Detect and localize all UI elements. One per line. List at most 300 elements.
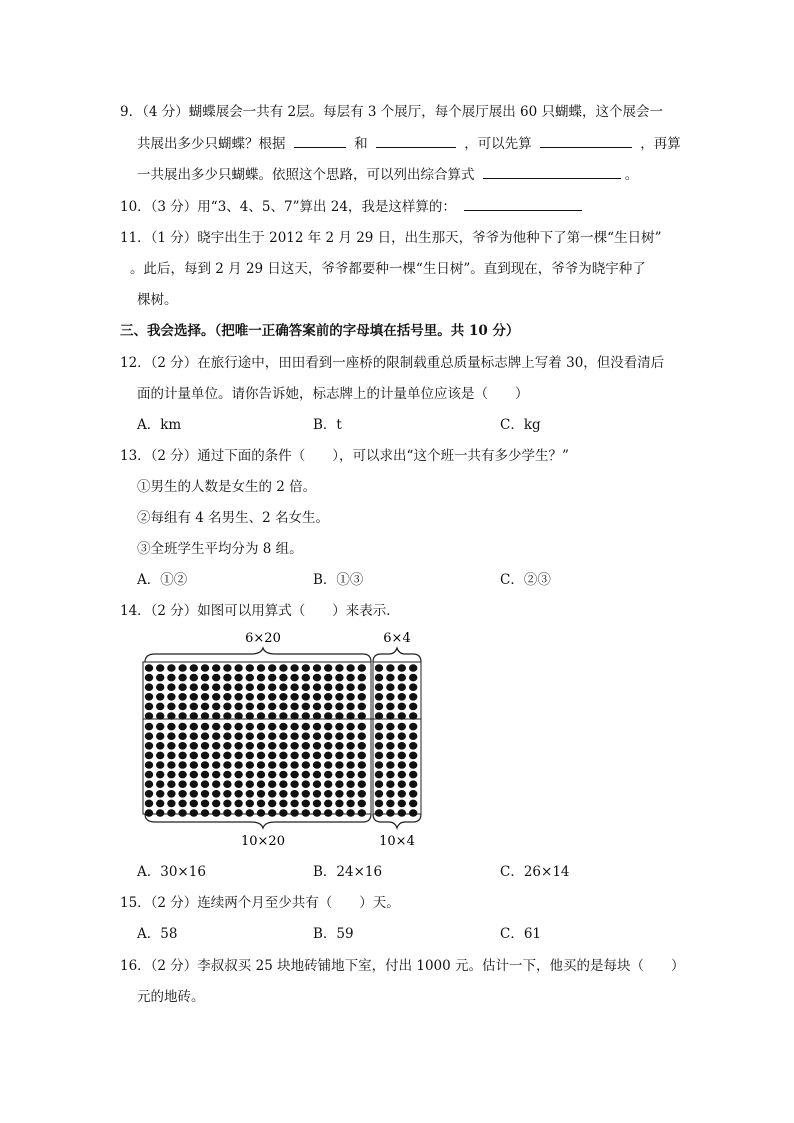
dot xyxy=(201,761,209,769)
dot xyxy=(246,771,254,779)
dot xyxy=(324,674,332,682)
dot xyxy=(178,800,186,808)
q9-text-c: ，可以先算 xyxy=(464,136,532,152)
q9-line1: 9．（4 分）蝴蝶展会一共有 2层。每层有 3 个展厅，每个展厅展出 60 只蝴蝶，这个展会一 xyxy=(120,104,664,120)
dot xyxy=(313,683,321,691)
dot xyxy=(156,712,164,720)
dot xyxy=(223,712,231,720)
dot xyxy=(398,693,406,701)
label-bottom-left: 10×20 xyxy=(241,834,285,849)
q11-line2: 。此后，每到 2 月 29 日这天，爷爷都要种一棵“生日树”。直到现在，爷爷为晓宇种了 xyxy=(130,261,646,277)
q13-condition-2: ②每组有 4 名男生、2 名女生。 xyxy=(137,510,330,526)
dot xyxy=(201,752,209,760)
dot xyxy=(290,664,298,672)
q12-option-c[interactable]: C．kg xyxy=(500,417,541,433)
dot xyxy=(167,674,175,682)
dot xyxy=(190,780,198,788)
label-top-right: 6×4 xyxy=(383,631,411,646)
dot xyxy=(290,771,298,779)
dot xyxy=(279,809,287,817)
dot xyxy=(268,780,276,788)
q14-option-a[interactable]: A．30×16 xyxy=(137,864,206,880)
dot xyxy=(335,723,343,731)
dot xyxy=(346,664,354,672)
dot xyxy=(409,790,417,798)
dot xyxy=(335,752,343,760)
dot xyxy=(386,761,394,769)
dot xyxy=(279,674,287,682)
dot xyxy=(246,674,254,682)
dot xyxy=(178,703,186,711)
dot xyxy=(257,809,265,817)
dot xyxy=(409,693,417,701)
dot xyxy=(257,752,265,760)
dot xyxy=(346,674,354,682)
dot xyxy=(279,693,287,701)
q15-option-c[interactable]: C．61 xyxy=(500,926,542,942)
dot xyxy=(145,723,153,731)
dot xyxy=(375,693,383,701)
dot xyxy=(234,723,242,731)
dot xyxy=(324,723,332,731)
dot xyxy=(398,752,406,760)
dot-array-svg xyxy=(137,628,427,854)
dot xyxy=(145,693,153,701)
dot xyxy=(234,771,242,779)
dot xyxy=(178,780,186,788)
dot xyxy=(178,732,186,740)
dot xyxy=(375,703,383,711)
dot xyxy=(268,790,276,798)
dot xyxy=(324,761,332,769)
dot xyxy=(398,664,406,672)
dot xyxy=(375,674,383,682)
dot xyxy=(302,664,310,672)
q9-line2 xyxy=(137,133,681,154)
dot xyxy=(201,723,209,731)
dot xyxy=(290,712,298,720)
dot xyxy=(386,790,394,798)
dot xyxy=(212,809,220,817)
dot xyxy=(257,712,265,720)
dot xyxy=(156,693,164,701)
dot xyxy=(279,752,287,760)
dot xyxy=(375,771,383,779)
dot xyxy=(268,674,276,682)
dot xyxy=(268,723,276,731)
dot xyxy=(302,809,310,817)
dot xyxy=(335,771,343,779)
dot xyxy=(302,723,310,731)
dot xyxy=(279,712,287,720)
dot xyxy=(212,780,220,788)
q15-option-b[interactable]: B．59 xyxy=(313,926,354,942)
q16-line1: 16．（2 分）李叔叔买 25 块地砖铺地下室，付出 1000 元。估计一下，他买的是每块（ ） xyxy=(120,958,685,974)
dot xyxy=(302,693,310,701)
dot xyxy=(201,780,209,788)
dot xyxy=(313,780,321,788)
dot xyxy=(335,664,343,672)
dot xyxy=(313,703,321,711)
dot xyxy=(145,703,153,711)
dot xyxy=(335,800,343,808)
dot xyxy=(145,761,153,769)
dot xyxy=(346,771,354,779)
dot xyxy=(223,752,231,760)
dot xyxy=(346,723,354,731)
dot xyxy=(223,664,231,672)
q13-option-c[interactable]: C．②③ xyxy=(500,572,551,588)
q9-text-b: 和 xyxy=(354,136,368,152)
dot xyxy=(178,683,186,691)
dot xyxy=(324,712,332,720)
dot xyxy=(375,723,383,731)
dot xyxy=(375,800,383,808)
q10-blank[interactable] xyxy=(464,196,582,211)
dot xyxy=(246,712,254,720)
dot xyxy=(234,703,242,711)
dot xyxy=(346,683,354,691)
dot xyxy=(375,761,383,769)
dot xyxy=(257,742,265,750)
dot xyxy=(324,703,332,711)
dot xyxy=(145,752,153,760)
dot xyxy=(313,809,321,817)
dot xyxy=(409,761,417,769)
dot xyxy=(246,723,254,731)
label-top-left: 6×20 xyxy=(245,631,281,646)
dot xyxy=(324,693,332,701)
dot xyxy=(324,800,332,808)
dot xyxy=(156,742,164,750)
dot xyxy=(268,800,276,808)
dot xyxy=(223,693,231,701)
dot xyxy=(223,771,231,779)
dot xyxy=(178,771,186,779)
dot xyxy=(335,693,343,701)
q9-blank-3[interactable] xyxy=(540,133,632,148)
dot xyxy=(156,790,164,798)
dot xyxy=(223,780,231,788)
dot xyxy=(257,780,265,788)
dot xyxy=(375,664,383,672)
dot xyxy=(223,800,231,808)
dot xyxy=(234,712,242,720)
dot xyxy=(409,809,417,817)
q12-option-b[interactable]: B．t xyxy=(313,417,342,433)
dot xyxy=(386,771,394,779)
dot xyxy=(398,742,406,750)
q10-text: 10．（3 分）用“3、4、5、7”算出 24，我是这样算的： xyxy=(120,199,456,215)
dot xyxy=(313,723,321,731)
dot xyxy=(324,780,332,788)
dot xyxy=(234,752,242,760)
dot xyxy=(346,712,354,720)
dot xyxy=(212,674,220,682)
dot xyxy=(386,752,394,760)
dot xyxy=(335,703,343,711)
dot xyxy=(375,752,383,760)
dot xyxy=(246,732,254,740)
dot xyxy=(358,771,366,779)
dot xyxy=(409,674,417,682)
dot xyxy=(257,674,265,682)
dot xyxy=(268,752,276,760)
q13-condition-3: ③全班学生平均分为 8 组。 xyxy=(137,541,303,557)
dot xyxy=(302,712,310,720)
dot xyxy=(386,809,394,817)
dot xyxy=(290,732,298,740)
dot xyxy=(335,683,343,691)
dot xyxy=(346,703,354,711)
dot xyxy=(234,693,242,701)
dot xyxy=(358,712,366,720)
dot xyxy=(346,752,354,760)
dot xyxy=(290,761,298,769)
q9-text-e: 一共展出多少只蝴蝶。依照这个思路，可以列出综合算式 xyxy=(137,167,475,183)
dot-grid xyxy=(145,664,418,817)
q9-text-f: 。 xyxy=(624,167,639,183)
dot xyxy=(190,703,198,711)
dot xyxy=(201,790,209,798)
dot xyxy=(178,674,186,682)
dot xyxy=(290,683,298,691)
dot xyxy=(279,771,287,779)
dot xyxy=(167,800,175,808)
dot xyxy=(167,732,175,740)
dot xyxy=(223,742,231,750)
dot xyxy=(167,790,175,798)
dot xyxy=(212,712,220,720)
dot xyxy=(279,732,287,740)
dot xyxy=(223,703,231,711)
dot xyxy=(156,683,164,691)
q12-line2: 面的计量单位。请你告诉她，标志牌上的计量单位应该是（ ） xyxy=(137,386,529,402)
dot xyxy=(190,664,198,672)
dot xyxy=(346,732,354,740)
dot xyxy=(178,693,186,701)
dot xyxy=(178,752,186,760)
dot xyxy=(190,693,198,701)
dot xyxy=(234,674,242,682)
label-bottom-right: 10×4 xyxy=(379,834,415,849)
dot xyxy=(398,703,406,711)
dot xyxy=(375,712,383,720)
q13-line1: 13．（2 分）通过下面的条件（ ），可以求出“这个班一共有多少学生？” xyxy=(120,448,569,464)
dot xyxy=(398,683,406,691)
dot xyxy=(290,703,298,711)
dot xyxy=(257,771,265,779)
dot xyxy=(201,732,209,740)
dot xyxy=(290,723,298,731)
dot xyxy=(398,790,406,798)
dot xyxy=(398,780,406,788)
dot xyxy=(358,683,366,691)
brace-top-right xyxy=(373,648,421,662)
dot xyxy=(386,780,394,788)
dot xyxy=(167,742,175,750)
dot xyxy=(234,732,242,740)
q16-line2: 元的地砖。 xyxy=(137,989,205,1005)
dot xyxy=(335,732,343,740)
dot xyxy=(145,732,153,740)
dot xyxy=(190,790,198,798)
dot xyxy=(167,809,175,817)
dot xyxy=(268,809,276,817)
dot xyxy=(145,771,153,779)
dot xyxy=(302,732,310,740)
dot xyxy=(190,742,198,750)
dot xyxy=(201,771,209,779)
q14-option-c[interactable]: C．26×14 xyxy=(500,864,570,880)
dot xyxy=(223,761,231,769)
dot xyxy=(279,703,287,711)
dot xyxy=(335,780,343,788)
dot xyxy=(268,742,276,750)
dot xyxy=(257,664,265,672)
dot xyxy=(178,664,186,672)
dot xyxy=(234,809,242,817)
dot xyxy=(398,712,406,720)
dot xyxy=(246,752,254,760)
dot xyxy=(178,809,186,817)
dot xyxy=(324,664,332,672)
dot xyxy=(313,693,321,701)
dot xyxy=(375,809,383,817)
dot xyxy=(386,800,394,808)
dot xyxy=(156,752,164,760)
dot xyxy=(167,723,175,731)
dot xyxy=(178,790,186,798)
dot xyxy=(398,732,406,740)
dot xyxy=(257,683,265,691)
dot xyxy=(268,664,276,672)
q12-option-a[interactable]: A．km xyxy=(137,417,182,433)
dot xyxy=(409,703,417,711)
dot xyxy=(223,809,231,817)
dot xyxy=(234,664,242,672)
dot xyxy=(398,723,406,731)
dot xyxy=(358,693,366,701)
q9-blank-1[interactable] xyxy=(294,133,346,148)
q15-line1: 15．（2 分）连续两个月至少共有（ ）天。 xyxy=(120,895,400,911)
dot xyxy=(313,761,321,769)
q9-line3 xyxy=(137,164,638,185)
dot xyxy=(346,790,354,798)
dot xyxy=(190,683,198,691)
dot xyxy=(302,771,310,779)
dot xyxy=(290,780,298,788)
dot xyxy=(156,761,164,769)
dot xyxy=(178,742,186,750)
dot xyxy=(358,761,366,769)
dot xyxy=(358,723,366,731)
dot xyxy=(190,674,198,682)
dot xyxy=(302,742,310,750)
dot xyxy=(290,752,298,760)
dot xyxy=(178,712,186,720)
q9-blank-2[interactable] xyxy=(376,133,456,148)
dot xyxy=(324,752,332,760)
q13-option-b[interactable]: B．①③ xyxy=(313,572,364,588)
dot xyxy=(302,780,310,788)
dot xyxy=(346,742,354,750)
dot xyxy=(302,752,310,760)
q10-line1 xyxy=(120,196,586,217)
brace-top-left xyxy=(145,648,371,662)
dot xyxy=(346,693,354,701)
dot xyxy=(201,693,209,701)
dot xyxy=(212,732,220,740)
dot xyxy=(145,674,153,682)
dot xyxy=(156,664,164,672)
dot xyxy=(268,771,276,779)
dot xyxy=(145,809,153,817)
dot xyxy=(257,790,265,798)
dot xyxy=(386,723,394,731)
dot xyxy=(324,683,332,691)
dot xyxy=(279,761,287,769)
dot xyxy=(313,752,321,760)
dot xyxy=(246,683,254,691)
dot xyxy=(290,790,298,798)
dot xyxy=(212,790,220,798)
dot xyxy=(386,664,394,672)
dot xyxy=(212,800,220,808)
dot xyxy=(302,761,310,769)
dot xyxy=(313,674,321,682)
q11-line1: 11．（1 分）晓宇出生于 2012 年 2 月 29 日，出生那天，爷爷为他种下了第一棵“生日树” xyxy=(120,230,662,246)
dot xyxy=(398,674,406,682)
dot xyxy=(201,742,209,750)
dot xyxy=(257,703,265,711)
dot xyxy=(257,693,265,701)
dot xyxy=(246,664,254,672)
dot xyxy=(279,790,287,798)
dot xyxy=(178,761,186,769)
dot xyxy=(190,712,198,720)
dot xyxy=(145,790,153,798)
dot xyxy=(324,742,332,750)
dot xyxy=(346,761,354,769)
dot xyxy=(313,790,321,798)
dot xyxy=(335,742,343,750)
dot xyxy=(346,780,354,788)
dot xyxy=(201,703,209,711)
q13-option-a[interactable]: A．①② xyxy=(137,572,188,588)
dot xyxy=(358,790,366,798)
dot xyxy=(302,703,310,711)
dot xyxy=(156,780,164,788)
dot xyxy=(201,712,209,720)
dot xyxy=(246,800,254,808)
dot xyxy=(313,664,321,672)
dot xyxy=(190,800,198,808)
dot xyxy=(145,683,153,691)
dot xyxy=(167,703,175,711)
dot xyxy=(234,790,242,798)
dot xyxy=(156,771,164,779)
q14-option-b[interactable]: B．24×16 xyxy=(313,864,383,880)
q15-option-a[interactable]: A．58 xyxy=(137,926,178,942)
dot xyxy=(375,732,383,740)
q9-blank-4[interactable] xyxy=(483,164,621,179)
dot xyxy=(279,780,287,788)
dot xyxy=(257,723,265,731)
dot xyxy=(335,712,343,720)
dot xyxy=(398,800,406,808)
dot xyxy=(212,723,220,731)
